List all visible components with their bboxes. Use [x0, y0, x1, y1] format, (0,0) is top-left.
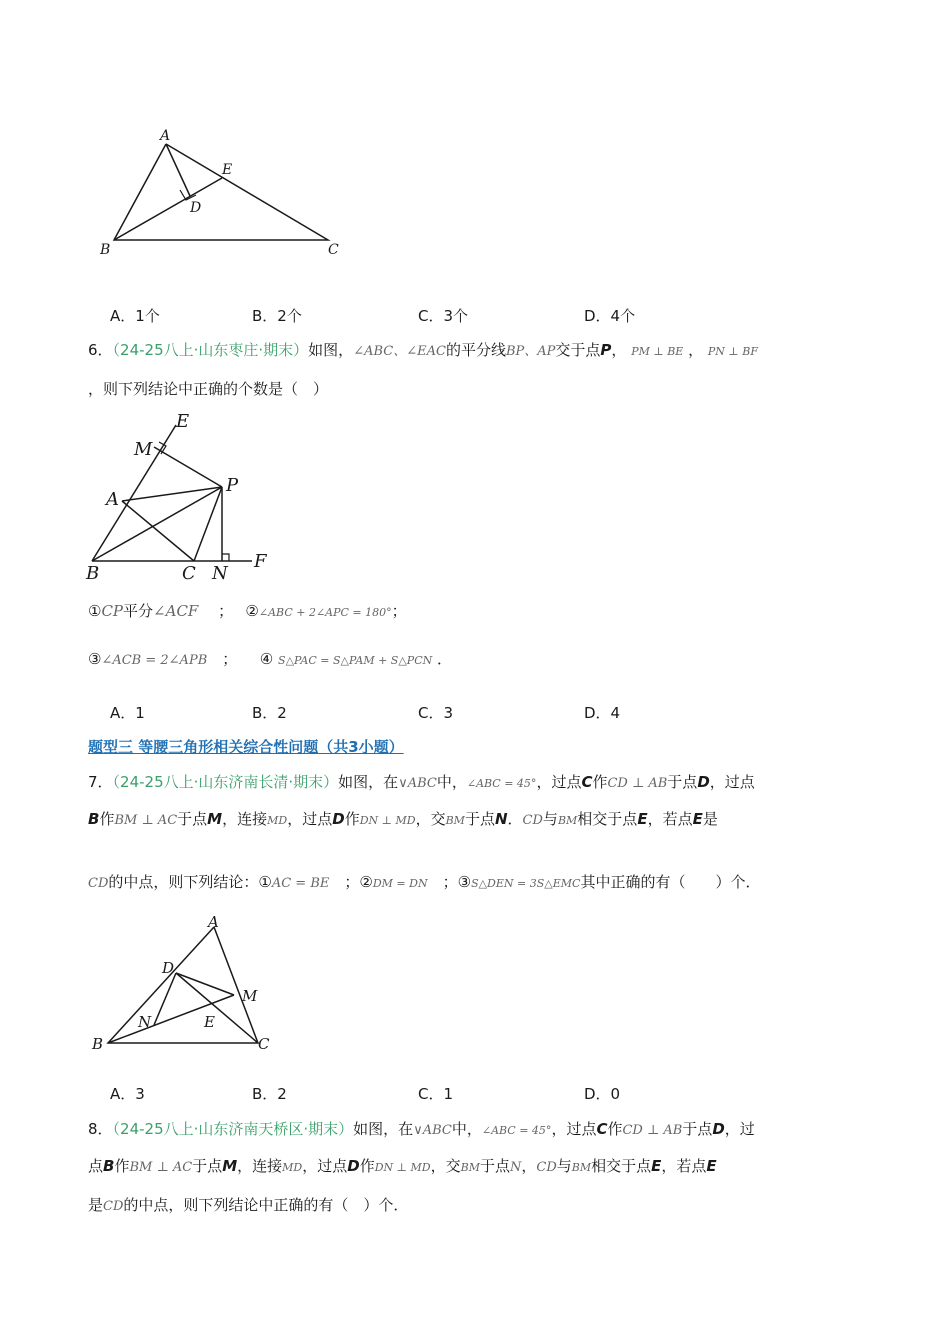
q7-text: ，若点 [647, 810, 693, 828]
q8-text: ，过点 [302, 1157, 348, 1175]
q6-text: 如图， [308, 341, 354, 359]
q7-text: ；② [344, 873, 373, 891]
q7-text: 作 [99, 810, 115, 828]
q6-math: BP、AP [505, 344, 556, 359]
q8-text: ，连接 [237, 1157, 283, 1175]
q6-text: ， [611, 341, 627, 359]
label-c: C [328, 242, 339, 258]
q7-text: ． [507, 810, 523, 828]
q6-text: ； [222, 650, 230, 668]
q8-text: 于点 [479, 1157, 510, 1175]
q7-point: C [581, 773, 593, 791]
q7-stem-line2 [88, 808, 718, 832]
q6-math: ∠ACF [153, 602, 199, 620]
label-b: B [92, 1035, 104, 1053]
q6-conclusions-line2 [88, 648, 452, 672]
q8-text: 是 [88, 1196, 104, 1214]
label-a: A [106, 489, 119, 510]
q8-math: MD [282, 1161, 303, 1174]
q8-math: ∠ABC = 45° [481, 1124, 552, 1137]
label-n: N [138, 1013, 152, 1031]
conclusion-marker: ④ [259, 650, 274, 668]
q7-text: ；③ [442, 873, 472, 891]
q8-point: D [712, 1120, 725, 1138]
q8-math: N [509, 1160, 522, 1175]
segment-cd [176, 973, 258, 1043]
q7-math: MD [267, 814, 288, 827]
q8-text: 作 [607, 1120, 623, 1138]
q8-text: 作 [359, 1157, 375, 1175]
q8-point: D [347, 1157, 360, 1175]
q8-text: ，过点 [551, 1120, 597, 1138]
q8-math: CD ⊥ AB [622, 1123, 683, 1138]
q8-text: 于点 [682, 1120, 713, 1138]
q6-math: PM ⊥ BE [631, 345, 684, 358]
q8-math: CD [103, 1199, 124, 1214]
label-p: P [226, 475, 239, 496]
q8-stem-line2 [88, 1155, 717, 1179]
q8-math: BM [460, 1161, 480, 1174]
label-a: A [208, 915, 219, 931]
q6-option-b[interactable]: B．2 [252, 704, 287, 722]
figure-q6 [82, 405, 282, 585]
q7-option-d[interactable]: D．0 [584, 1085, 621, 1103]
q7-text: ，过点 [287, 810, 333, 828]
right-angle-mark-n [222, 554, 229, 561]
q8-math: BM [571, 1161, 592, 1174]
q8-text: 如图，在 [353, 1120, 414, 1138]
q6-option-a[interactable]: A．1 [110, 704, 145, 722]
q7-text: ，连接 [222, 810, 268, 828]
segment-mp [154, 447, 222, 487]
q6-text: 平分 [123, 602, 154, 620]
q7-text: 于点 [667, 773, 698, 791]
q7-math: DN ⊥ MD [359, 814, 416, 827]
segment-ac [122, 501, 194, 561]
q7-text: 作 [344, 810, 360, 828]
conclusion-marker: ② [245, 602, 259, 620]
triangle-abc [114, 144, 328, 240]
q7-text: 其中正确的有（ ）个． [580, 873, 761, 891]
q8-point: E [651, 1157, 662, 1175]
label-m: M [242, 987, 258, 1005]
q6-math: ∠ACB = 2∠APB [101, 653, 208, 668]
q7-text: ，过点 [536, 773, 582, 791]
q8-math: CD [536, 1160, 557, 1175]
segment-cp [194, 487, 222, 561]
q7-point: D [697, 773, 710, 791]
q8-text: 的中点，则下列结论中正确的有（ ）个． [123, 1196, 409, 1214]
label-b: B [100, 242, 111, 258]
q7-point: E [637, 810, 648, 828]
label-n: N [212, 563, 228, 584]
label-m: M [134, 439, 153, 460]
q7-source: （24-25八上·山东济南长清·期末） [112, 773, 339, 791]
q8-point: E [706, 1157, 717, 1175]
q5-option-b[interactable]: B．2个 [252, 307, 302, 325]
q6-math: ∠ABC + 2∠APC = 180° [258, 606, 392, 619]
label-d: D [190, 200, 202, 216]
q8-point: C [596, 1120, 608, 1138]
q7-text: ，过点 [709, 773, 755, 791]
q6-math: ∠ABC、∠EAC [353, 344, 446, 359]
label-c: C [258, 1035, 270, 1053]
q7-text: 于点 [177, 810, 208, 828]
segment-dm [176, 973, 234, 995]
q5-option-a[interactable]: A．1个 [110, 307, 160, 325]
q7-stem-line1 [88, 771, 755, 795]
q7-math: CD [88, 876, 109, 891]
q8-stem-line1 [88, 1118, 755, 1142]
triangle-figure-q5 [90, 120, 360, 270]
label-d: D [162, 959, 175, 977]
q7-math: ∨ABC [398, 776, 437, 791]
q6-source: （24-25八上·山东枣庄·期末） [112, 341, 309, 359]
q8-text: ，交 [430, 1157, 461, 1175]
label-f: F [254, 551, 267, 572]
label-e: E [222, 162, 233, 178]
q7-option-c[interactable]: C．1 [418, 1085, 454, 1103]
q8-text: 作 [114, 1157, 130, 1175]
q5-option-d[interactable]: D．4个 [584, 307, 636, 325]
label-a: A [160, 128, 171, 144]
q7-text: 的中点，则下列结论：① [108, 873, 272, 891]
q6-text: ， [688, 341, 704, 359]
q6-option-d[interactable]: D．4 [584, 704, 621, 722]
q7-math: CD [522, 813, 543, 828]
label-e: E [176, 411, 190, 432]
q7-point: D [332, 810, 345, 828]
triangle-abc [108, 927, 258, 1043]
q7-point: N [494, 810, 508, 828]
q8-text: 与 [556, 1157, 572, 1175]
q7-point: B [88, 810, 100, 828]
q7-text: 如图，在 [338, 773, 399, 791]
q8-text: 中， [451, 1120, 482, 1138]
q7-math: BM [445, 814, 465, 827]
q7-text: 作 [592, 773, 608, 791]
q7-math: AC = BE [271, 876, 330, 891]
q7-stem-line3 [88, 871, 760, 895]
q7-text: 与 [542, 810, 558, 828]
q6-conclusions-line1 [88, 600, 407, 624]
q6-text: 的平分线 [445, 341, 506, 359]
q7-math: ∠ABC = 45° [466, 777, 537, 790]
q7-text: ，交 [415, 810, 446, 828]
q6-text: 交于点 [555, 341, 601, 359]
q7-text: 相交于点 [577, 810, 638, 828]
label-b: B [86, 563, 100, 584]
q7-math: BM ⊥ AC [114, 813, 178, 828]
q8-text: ，过 [724, 1120, 755, 1138]
q8-point: M [222, 1157, 238, 1175]
q7-math: CD ⊥ AB [607, 776, 668, 791]
q8-text: 于点 [192, 1157, 223, 1175]
q8-point: B [103, 1157, 115, 1175]
q8-text: ， [521, 1157, 537, 1175]
q7-math: BM [557, 814, 578, 827]
label-e: E [204, 1013, 215, 1031]
q8-text: 相交于点 [591, 1157, 652, 1175]
q7-math: DM = DN [372, 877, 428, 890]
q8-number: 8． [88, 1120, 113, 1138]
q7-option-b[interactable]: B．2 [252, 1085, 287, 1103]
q8-text: 点 [88, 1157, 104, 1175]
q6-math: CP [101, 602, 124, 620]
q6-text: ． [437, 650, 453, 668]
conclusion-marker: ③ [88, 650, 102, 668]
q8-math: BM ⊥ AC [129, 1160, 193, 1175]
q6-stem-line2: ，则下列结论中正确的个数是（ ） [88, 380, 329, 398]
q7-point: M [207, 810, 223, 828]
q6-text: ； [391, 602, 407, 620]
q8-math: ∨ABC [413, 1123, 452, 1138]
segment-bm [108, 995, 234, 1043]
q6-stem-line1 [88, 339, 758, 363]
q8-stem-line3 [88, 1194, 408, 1218]
q8-source: （24-25八上·山东济南天桥区·期末） [112, 1120, 354, 1138]
figure-q7 [88, 915, 288, 1060]
q7-number: 7． [88, 773, 113, 791]
q7-point: E [692, 810, 703, 828]
q8-math: DN ⊥ MD [374, 1161, 431, 1174]
q6-number: 6． [88, 341, 113, 359]
q6-point: P [600, 341, 612, 359]
section-heading: 题型三 等腰三角形相关综合性问题（共3小题） [88, 738, 404, 756]
q5-option-c[interactable]: C．3个 [418, 307, 469, 325]
conclusion-marker: ① [88, 602, 102, 620]
q8-text: ，若点 [661, 1157, 707, 1175]
q6-option-c[interactable]: C．3 [418, 704, 454, 722]
q7-option-a[interactable]: A．3 [110, 1085, 145, 1103]
q6-math: S△PAC = S△PAM + S△PCN [278, 654, 433, 667]
label-c: C [182, 563, 196, 584]
q6-text: ； [218, 602, 226, 620]
q7-text: 中， [436, 773, 467, 791]
q7-text: 是 [702, 810, 718, 828]
q7-text: 于点 [464, 810, 495, 828]
q7-math: S△DEN = 3S△EMC [471, 877, 581, 890]
q6-math: PN ⊥ BF [707, 345, 758, 358]
